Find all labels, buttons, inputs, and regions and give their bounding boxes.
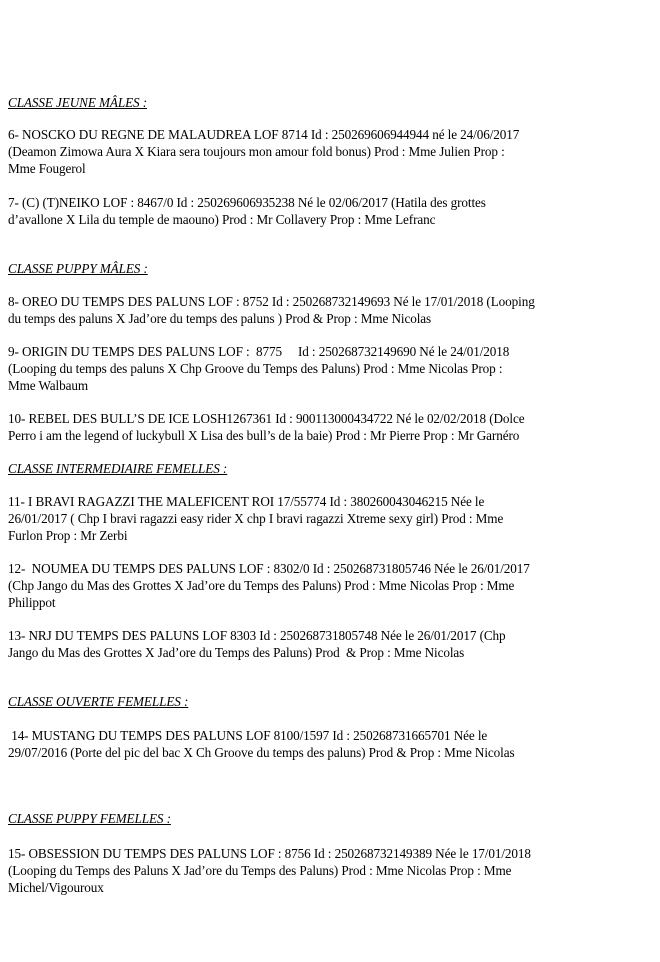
entry-6-noscko <box>8 126 598 177</box>
entry-line: 7- (C) (T)NEIKO LOF : 8467/0 Id : 250269606935238 Né le 02/06/2017 (Hatila des grottes <box>8 195 486 210</box>
section-heading-puppy-males: CLASSE PUPPY MÂLES : <box>8 261 148 276</box>
entry-10-rebel <box>8 410 598 444</box>
entry-line: 9- ORIGIN DU TEMPS DES PALUNS LOF : 8775 Id : 250268732149690 Né le 24/01/2018 <box>8 344 510 359</box>
entry-line: 15- OBSESSION DU TEMPS DES PALUNS LOF : 8756 Id : 250268732149389 Née le 17/01/2018 <box>8 846 531 861</box>
entry-line: 26/01/2017 ( Chp I bravi ragazzi easy rider X chp I bravi ragazzi Xtreme sexy girl) Prod : Mme <box>8 511 504 526</box>
entry-line: Michel/Vigouroux <box>8 880 104 895</box>
entry-line: Mme Walbaum <box>8 378 89 393</box>
entry-line: 29/07/2016 (Porte del pic del bac X Ch Groove du temps des paluns) Prod & Prop : Mme Nicolas <box>8 745 515 760</box>
entry-13-nrj <box>8 627 598 661</box>
entry-line: (Looping du temps des paluns X Chp Groove du Temps des Paluns) Prod : Mme Nicolas Prop : <box>8 361 503 376</box>
entry-line: (Looping du Temps des Paluns X Jad’ore du Temps des Paluns) Prod : Mme Nicolas Prop : Mme <box>8 863 512 878</box>
entry-line: (Deamon Zimowa Aura X Kiara sera toujours mon amour fold bonus) Prod : Mme Julien Prop : <box>8 144 505 159</box>
entry-7-neiko <box>8 194 598 228</box>
section-heading-jeune-males: CLASSE JEUNE MÂLES : <box>8 95 148 110</box>
entry-line: 10- REBEL DES BULL’S DE ICE LOSH1267361 Id : 900113000434722 Né le 02/02/2018 (Dolce <box>8 411 525 426</box>
entry-9-origin <box>8 343 598 394</box>
entry-line: 14- MUSTANG DU TEMPS DES PALUNS LOF 8100/1597 Id : 250268731665701 Née le <box>8 728 488 743</box>
entry-line: Philippot <box>8 595 56 610</box>
entry-line: 6- NOSCKO DU REGNE DE MALAUDREA LOF 8714 Id : 250269606944944 né le 24/06/2017 <box>8 127 520 142</box>
entry-line: Mme Fougerol <box>8 161 86 176</box>
section-heading-ouverte-femelles: CLASSE OUVERTE FEMELLES : <box>8 694 189 709</box>
section-heading-intermediaire-femelles: CLASSE INTERMEDIAIRE FEMELLES : <box>8 461 228 476</box>
entry-12-noumea <box>8 560 598 611</box>
entry-14-mustang <box>8 727 598 761</box>
entry-8-oreo <box>8 293 598 327</box>
entry-11-i-bravi-ragazzi <box>8 493 598 544</box>
entry-line: 12- NOUMEA DU TEMPS DES PALUNS LOF : 8302/0 Id : 250268731805746 Née le 26/01/2017 <box>8 561 530 576</box>
section-heading-puppy-femelles: CLASSE PUPPY FEMELLES : <box>8 811 171 826</box>
entry-line: Furlon Prop : Mr Zerbi <box>8 528 128 543</box>
entry-line: 13- NRJ DU TEMPS DES PALUNS LOF 8303 Id : 250268731805748 Née le 26/01/2017 (Chp <box>8 628 506 643</box>
entry-line: du temps des paluns X Jad’ore du temps des paluns ) Prod & Prop : Mme Nicolas <box>8 311 432 326</box>
entry-line: (Chp Jango du Mas des Grottes X Jad’ore du Temps des Paluns) Prod : Mme Nicolas Prop : Mme <box>8 578 515 593</box>
entry-15-obsession <box>8 845 598 896</box>
entry-line: Perro i am the legend of luckybull X Lisa des bull’s de la baie) Prod : Mr Pierre Prop : Mr Garnéro <box>8 428 520 443</box>
entry-line: 8- OREO DU TEMPS DES PALUNS LOF : 8752 Id : 250268732149693 Né le 17/01/2018 (Looping <box>8 294 535 309</box>
entry-line: d’avallone X Lila du temple de maouno) Prod : Mr Collavery Prop : Mme Lefranc <box>8 212 436 227</box>
entry-line: Jango du Mas des Grottes X Jad’ore du Temps des Paluns) Prod & Prop : Mme Nicolas <box>8 645 465 660</box>
entry-line: 11- I BRAVI RAGAZZI THE MALEFICENT ROI 17/55774 Id : 380260043046215 Née le <box>8 494 485 509</box>
